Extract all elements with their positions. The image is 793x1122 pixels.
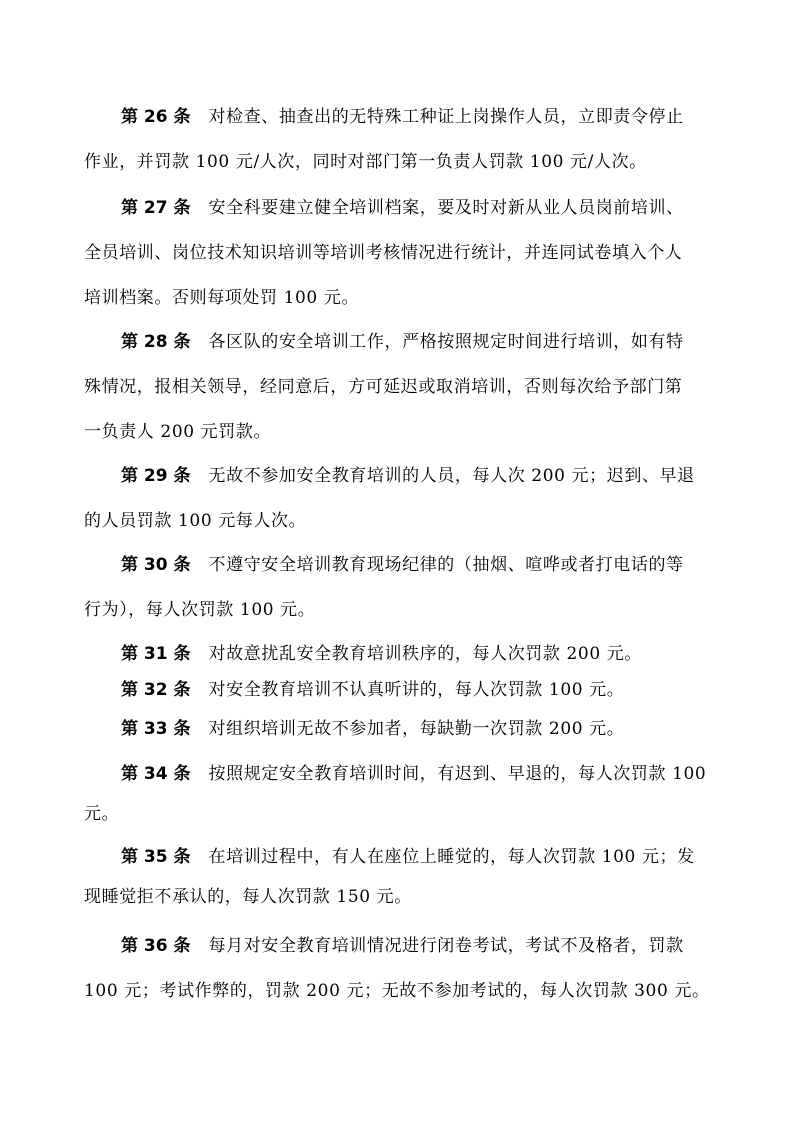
article-label: 第 31 条	[121, 644, 191, 664]
article-27-line-2: 全员培训、岗位技术知识培训等培训考核情况进行统计，并连同试卷填入个人	[84, 243, 683, 263]
article-label: 第 32 条	[121, 680, 191, 700]
article-29-line-1	[121, 465, 695, 487]
article-text: 对安全教育培训不认真听讲的，每人次罚款 100 元。	[208, 680, 625, 700]
article-label: 第 36 条	[121, 936, 191, 956]
article-34-line-1	[121, 763, 706, 785]
article-label: 第 26 条	[121, 107, 191, 127]
article-34-line-2: 元。	[84, 804, 120, 824]
article-text: 安全科要建立健全培训档案，要及时对新从业人员岗前培训、	[208, 198, 684, 218]
article-text: 对故意扰乱安全教育培训秩序的，每人次罚款 200 元。	[208, 644, 642, 664]
article-text: 对组织培训无故不参加者，每缺勤一次罚款 200 元。	[208, 719, 625, 739]
article-text: 无故不参加安全教育培训的人员，每人次 200 元；迟到、早退	[208, 466, 695, 486]
article-label: 第 34 条	[121, 764, 191, 784]
article-text: 对检查、抽查出的无特殊工种证上岗操作人员，立即责令停止	[208, 107, 684, 127]
article-text: 在培训过程中，有人在座位上睡觉的，每人次罚款 100 元；发	[208, 847, 695, 867]
article-text: 各区队的安全培训工作，严格按照规定时间进行培训，如有特	[208, 332, 684, 352]
article-label: 第 35 条	[121, 847, 191, 867]
article-36-line-2: 100 元；考试作弊的，罚款 200 元；无故不参加考试的，每人次罚款 300 元。	[84, 981, 710, 1001]
article-text: 不遵守安全培训教育现场纪律的（抽烟、喧哗或者打电话的等	[208, 555, 684, 575]
article-label: 第 29 条	[121, 466, 191, 486]
article-text: 每月对安全教育培训情况进行闭卷考试，考试不及格者，罚款	[208, 936, 684, 956]
article-28-line-1	[121, 331, 684, 353]
article-26-line-2: 作业，并罚款 100 元/人次，同时对部门第一负责人罚款 100 元/人次。	[84, 152, 647, 172]
article-label: 第 30 条	[121, 555, 191, 575]
article-27-line-1	[121, 197, 684, 219]
article-26-line-1	[121, 106, 684, 128]
article-35-line-2: 现睡觉拒不承认的，每人次罚款 150 元。	[84, 887, 412, 907]
article-29-line-2: 的人员罚款 100 元每人次。	[84, 511, 307, 531]
article-32-line-1	[121, 679, 624, 701]
article-30-line-2: 行为），每人次罚款 100 元。	[84, 600, 316, 620]
article-33-line-1	[121, 718, 624, 740]
article-label: 第 33 条	[121, 719, 191, 739]
article-28-line-3: 一负责人 200 元罚款。	[84, 422, 272, 442]
article-36-line-1	[121, 935, 684, 957]
article-27-line-3: 培训档案。否则每项处罚 100 元。	[84, 288, 360, 308]
article-label: 第 28 条	[121, 332, 191, 352]
article-31-line-1	[121, 643, 642, 665]
article-28-line-2: 殊情况，报相关领导，经同意后，方可延迟或取消培训，否则每次给予部门第	[84, 377, 683, 397]
article-text: 按照规定安全教育培训时间，有迟到、早退的，每人次罚款 100	[208, 764, 707, 784]
article-label: 第 27 条	[121, 198, 191, 218]
article-35-line-1	[121, 846, 695, 868]
article-30-line-1	[121, 554, 684, 576]
